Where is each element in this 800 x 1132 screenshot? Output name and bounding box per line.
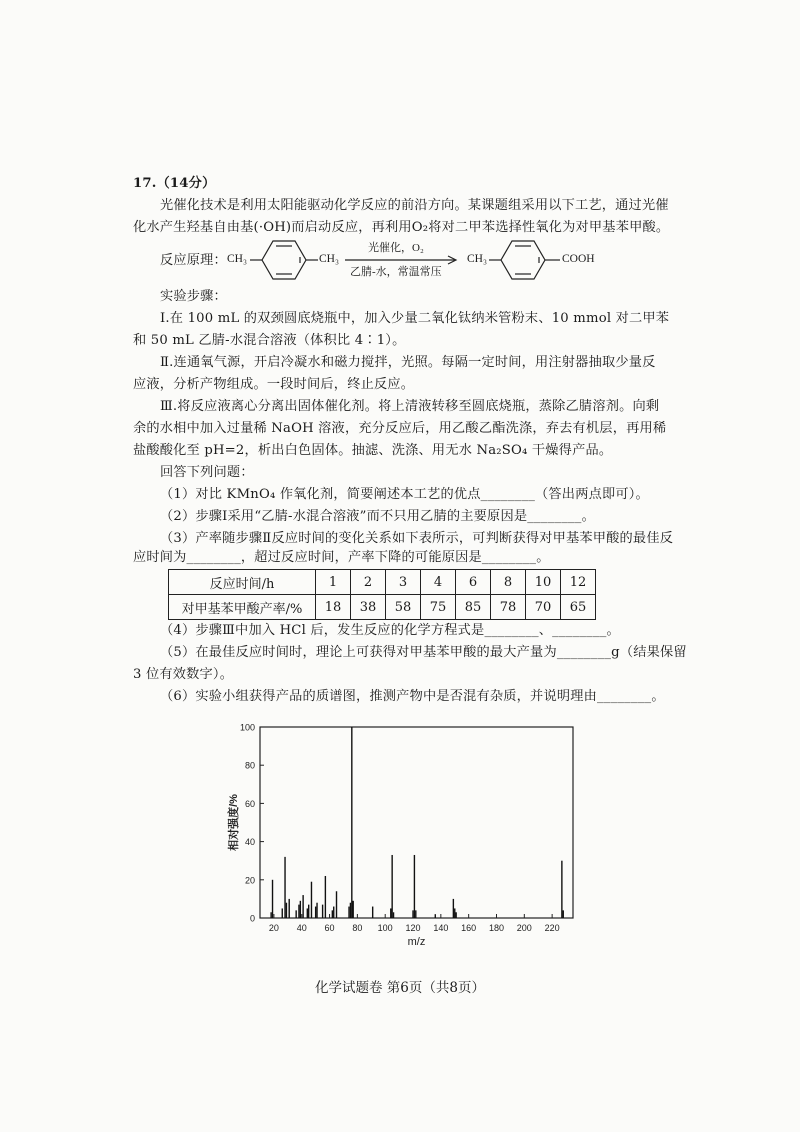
step-line: Ⅲ.将反应液离心分离出固体催化剂。将上清液转移至圆底烧瓶，蒸除乙腈溶剂。向剩 [160,399,660,414]
x-tick-label: 220 [544,923,560,933]
x-axis-label: m/z [407,936,426,948]
sub-question-5: （5）在最佳反应时间时，理论上可获得对甲基苯甲酸的最大产量为________g（结果保留 [160,645,687,660]
step-line: Ⅰ.在 100 mL 的双颈圆底烧瓶中，加入少量二氧化钛纳米管粉末、10 mmol 对二甲苯 [160,311,670,326]
page-footer: 化学试题卷 第6页（共8页） [315,980,485,996]
step-line: 余的水相中加入过量稀 NaOH 溶液，充分反应后，用乙酸乙酯洗涤，弃去有机层，再用稀 [133,421,667,436]
table-cell: 4 [421,570,456,595]
table-cell: 38 [351,595,386,620]
sub-question-3-cont: 应时间为________，超过反应时间，产率下降的可能原因是________。 [133,550,550,565]
y-tick-label: 40 [244,837,255,848]
table-cell: 3 [386,570,421,595]
step-line: 和 50 mL 乙腈-水混合溶液（体积比 4∶1）。 [133,333,406,348]
x-tick-label: 200 [516,923,532,933]
reaction-condition-bottom: 乙腈-水，常温常压 [350,266,442,278]
table-header-yield: 对甲基苯甲酸产率/% [169,595,316,620]
product-right-group: COOH [562,253,595,265]
x-tick-label: 140 [433,923,449,933]
table-row-yield [169,595,596,620]
table-cell: 18 [316,595,351,620]
table-cell: 8 [491,570,526,595]
table-cell: 12 [561,570,596,595]
x-tick-label: 160 [461,923,477,933]
mass-spectrum-chart [215,715,595,950]
x-tick-label: 40 [296,923,307,933]
x-tick-label: 120 [405,923,421,933]
question-number: 17.（14分） [133,176,216,191]
step-line: Ⅱ.连通氧气源，开启冷凝水和磁力搅拌，光照。每隔一定时间，用注射器抽取少量反 [160,355,656,370]
y-tick-label: 60 [244,798,255,809]
x-tick-label: 60 [324,923,335,933]
table-cell: 65 [561,595,596,620]
y-tick-label: 100 [239,722,255,733]
step-line: 盐酸酸化至 pH=2，析出白色固体。抽滤、洗涤、用无水 Na₂SO₄ 干燥得产品。 [133,443,613,458]
x-tick-label: 20 [268,923,279,933]
sub-question-2: （2）步骤Ⅰ采用“乙腈-水混合溶液”而不只用乙腈的主要原因是________。 [160,509,595,524]
reaction-scheme-graphic [0,0,800,300]
reactant-left-group: CH₃ [227,253,247,265]
yield-table [168,569,596,620]
table-cell: 2 [351,570,386,595]
x-tick-label: 180 [488,923,505,933]
product-left-group: CH₃ [467,253,487,265]
step-line: 应液，分析产物组成。一段时间后，终止反应。 [133,377,415,392]
y-tick-label: 20 [244,875,255,886]
sub-question-4: （4）步骤Ⅲ中加入 HCl 后，发生反应的化学方程式是________、________。 [160,623,620,638]
reaction-condition-top: 光催化，O₂ [368,242,424,254]
table-cell: 10 [526,570,561,595]
table-cell: 1 [316,570,351,595]
reactant-right-group: CH₃ [319,253,339,265]
table-cell: 58 [386,595,421,620]
table-cell: 70 [526,595,561,620]
table-row-time [169,570,596,595]
table-cell: 85 [456,595,491,620]
y-tick-label: 80 [244,760,255,771]
table-header-time: 反应时间/h [169,570,316,595]
y-axis-label: 相对强度/% [228,794,240,851]
table-cell: 75 [421,595,456,620]
sub-question-5-cont: 3 位有效数字）。 [133,667,234,682]
plot-frame [260,727,573,918]
x-tick-label: 80 [352,923,363,933]
sub-question-3: （3）产率随步骤Ⅱ反应时间的变化关系如下表所示，可判断获得对甲基苯甲酸的最佳反 [160,531,674,546]
table-cell: 6 [456,570,491,595]
steps-title: 实验步骤： [160,289,227,304]
y-tick-label: 0 [249,913,255,924]
sub-question-6: （6）实验小组获得产品的质谱图，推测产物中是否混有杂质，并说明理由________。 [160,689,665,704]
answer-prompt: 回答下列问题： [160,465,254,480]
intro-line-1: 光催化技术是利用太阳能驱动化学反应的前沿方向。某课题组采用以下工艺，通过光催 [160,198,669,213]
table-cell: 78 [491,595,526,620]
reaction-label: 反应原理： [160,253,227,268]
sub-question-1: （1）对比 KMnO₄ 作氧化剂，简要阐述本工艺的优点________（答出两点即可）。 [160,487,649,502]
x-tick-label: 100 [377,923,393,933]
intro-line-2: 化水产生羟基自由基(·OH)而启动反应，再利用O₂将对二甲苯选择性氧化为对甲基苯甲酸。 [133,220,670,235]
